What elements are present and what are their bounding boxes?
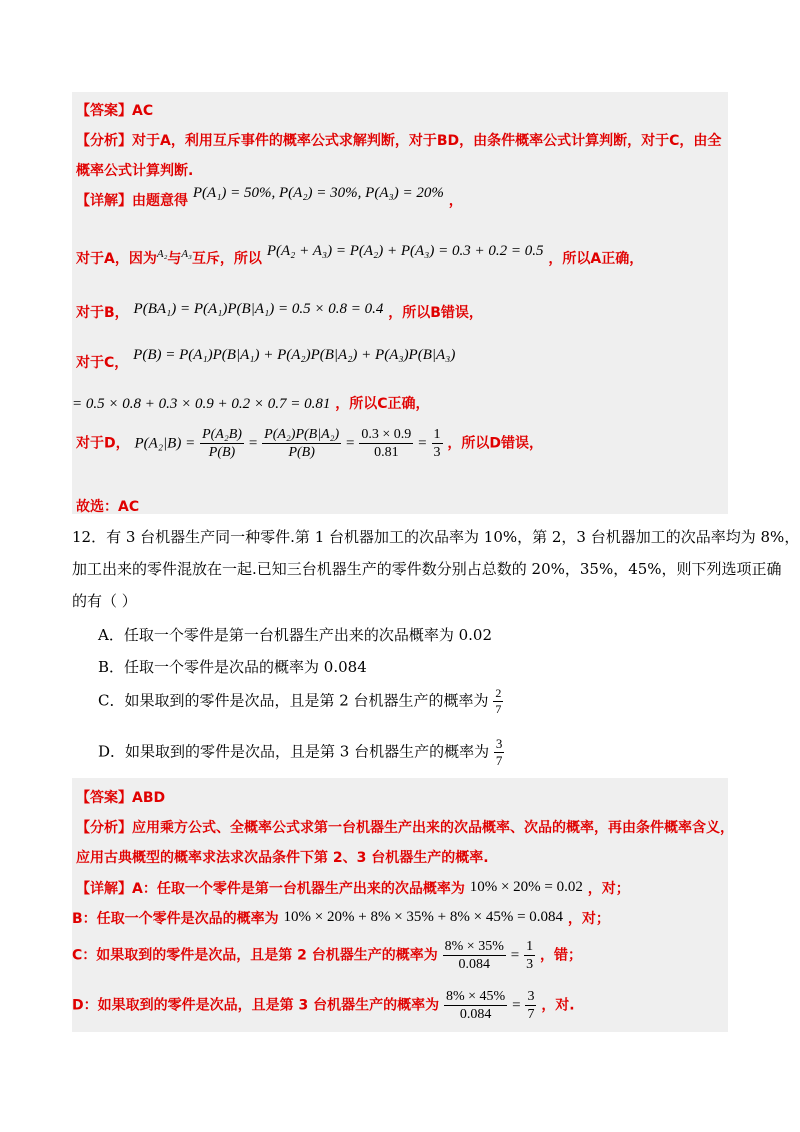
- analysis-line-1: 【分析】应用乘方公式、全概率公式求第一台机器生产出来的次品概率、次品的概率，再由条件概率含义，: [76, 820, 734, 836]
- part-c-post: ，所以C正确，: [335, 396, 430, 412]
- a3-symbol: A₃: [181, 248, 192, 260]
- part-c-formula: P(B) = P(A₁)P(B|A₁) + P(A₂)P(B|A₂) + P(A₃)P(B|A₃): [133, 347, 456, 363]
- fraction: $\frac{\text{P(A₂B)}}{P(B)}$: [202, 427, 242, 460]
- fraction: $\frac{\text{P(A₂)P(B|A₂)}}{P(B)}$: [264, 427, 340, 460]
- answer-label: 【答案】AC: [76, 103, 154, 119]
- part-a-pre: 对于A，因为: [76, 251, 157, 267]
- detail-c-line: C：如果取到的零件是次品，且是第 2 台机器生产的概率为 $\frac{8\% \times 35\%}{0.084}$ = $\frac{1}{3}$ ，错；: [72, 939, 582, 972]
- question-line-2: 加工出来的零件混放在一起.已知三台机器生产的零件数分别占总数的 20%，35%，45%，则下列选项正确: [72, 560, 782, 578]
- part-d-line: 对于D， P(A₂|B) = $\frac{\text{P(A₂B)}}{P(B)}$ = $\frac{\text{P(A₂)P(B|A₂)}}{P(B)}$ = $\frac{0.3 \times 0.9}{0.81}$ = $\frac{1}{3}$ ，所以D错误，: [76, 427, 543, 460]
- detail-b-formula: 10% × 20% + 8% × 35% + 8% × 45% = 0.084: [283, 909, 564, 925]
- part-b-pre: 对于B，: [76, 305, 129, 321]
- part-c-line: [76, 347, 456, 372]
- part-a-line: [76, 243, 644, 268]
- fraction: $\frac{8\% \times 35\%}{0.084}$: [444, 939, 504, 972]
- detail-a-line: 【详解】A：任取一个零件是第一台机器生产出来的次品概率为 10% × 20% = 0.02 ，对；: [76, 879, 630, 897]
- option-c: C．如果取到的零件是次品，且是第 2 台机器生产的概率为 $\frac{2}{7}$: [98, 686, 502, 716]
- option-b: B．任取一个零件是次品的概率为 0.084: [98, 658, 367, 676]
- fraction: $\frac{1}{3}$: [433, 427, 441, 460]
- part-d-pre: 对于D，: [76, 435, 130, 452]
- part-c-pre: 对于C，: [76, 355, 129, 371]
- analysis-line-2: 应用古典概型的概率求法求次品条件下第 2、3 台机器生产的概率.: [76, 850, 489, 866]
- fraction: $\frac{8\% \times 45\%}{0.084}$: [445, 989, 506, 1022]
- part-c-formula-2: = 0.5 × 0.8 + 0.3 × 0.9 + 0.2 × 0.7 = 0.81: [72, 396, 331, 412]
- choice-line: 故选：AC: [76, 499, 140, 515]
- part-b-formula: P(BA₁) = P(A₁)P(B|A₁) = 0.5 × 0.8 = 0.4: [133, 301, 384, 317]
- part-c-line-2: [72, 393, 430, 413]
- option-a: A．任取一个零件是第一台机器生产出来的次品概率为 0.02: [98, 626, 493, 644]
- question-line-3: 的有（ ）: [72, 592, 137, 610]
- detail-formula: P(A₁) = 50%, P(A₂) = 30%, P(A₃) = 20%: [192, 185, 444, 201]
- part-d-lhs: P(A₂|B) =: [134, 435, 196, 452]
- detail-a-formula: 10% × 20% = 0.02: [469, 879, 583, 895]
- answer-label: 【答案】ABD: [76, 790, 166, 806]
- fraction: $\frac{2}{7}$: [495, 686, 502, 716]
- fraction: $\frac{3}{7}$: [495, 736, 503, 768]
- detail-end: ，: [448, 193, 463, 209]
- fraction: $\frac{3}{7}$: [527, 989, 535, 1022]
- detail-d-line: D：如果取到的零件是次品，且是第 3 台机器生产的概率为 $\frac{8\% \times 45\%}{0.084}$ = $\frac{3}{7}$ ，对.: [72, 989, 575, 1022]
- fraction: $\frac{1}{3}$: [526, 939, 534, 972]
- analysis-line-1: 【分析】对于A，利用互斥事件的概率公式求解判断，对于BD，由条件概率公式计算判断，对于C，由全: [76, 133, 722, 149]
- a2-symbol: A₂: [156, 248, 168, 260]
- part-b-post: ，所以B错误，: [388, 305, 483, 321]
- part-a-post: ，所以A正确，: [548, 251, 644, 267]
- detail-line: [76, 185, 463, 210]
- part-d-post: ，所以D错误，: [447, 435, 543, 452]
- analysis-line-2: 概率公式计算判断.: [76, 163, 194, 179]
- detail-label: 【详解】由题意得: [76, 193, 188, 209]
- question-line-1: 12．有 3 台机器生产同一种零件.第 1 台机器加工的次品率为 10%，第 2，3 台机器加工的次品率均为 8%，: [72, 528, 800, 546]
- part-a-with: 与: [167, 251, 182, 267]
- part-b-line: [76, 302, 483, 322]
- fraction: $\frac{0.3 \times 0.9}{0.81}$: [361, 427, 412, 460]
- part-a-formula: P(A₂ + A₃) = P(A₂) + P(A₃) = 0.3 + 0.2 = 0.5: [266, 243, 544, 259]
- option-d: D．如果取到的零件是次品，且是第 3 台机器生产的概率为 $\frac{3}{7}$: [98, 736, 503, 768]
- part-a-mid: 互斥，所以: [191, 251, 262, 267]
- detail-b-line: B：任取一个零件是次品的概率为 10% × 20% + 8% × 35% + 8% × 45% = 0.084 ，对；: [72, 909, 610, 927]
